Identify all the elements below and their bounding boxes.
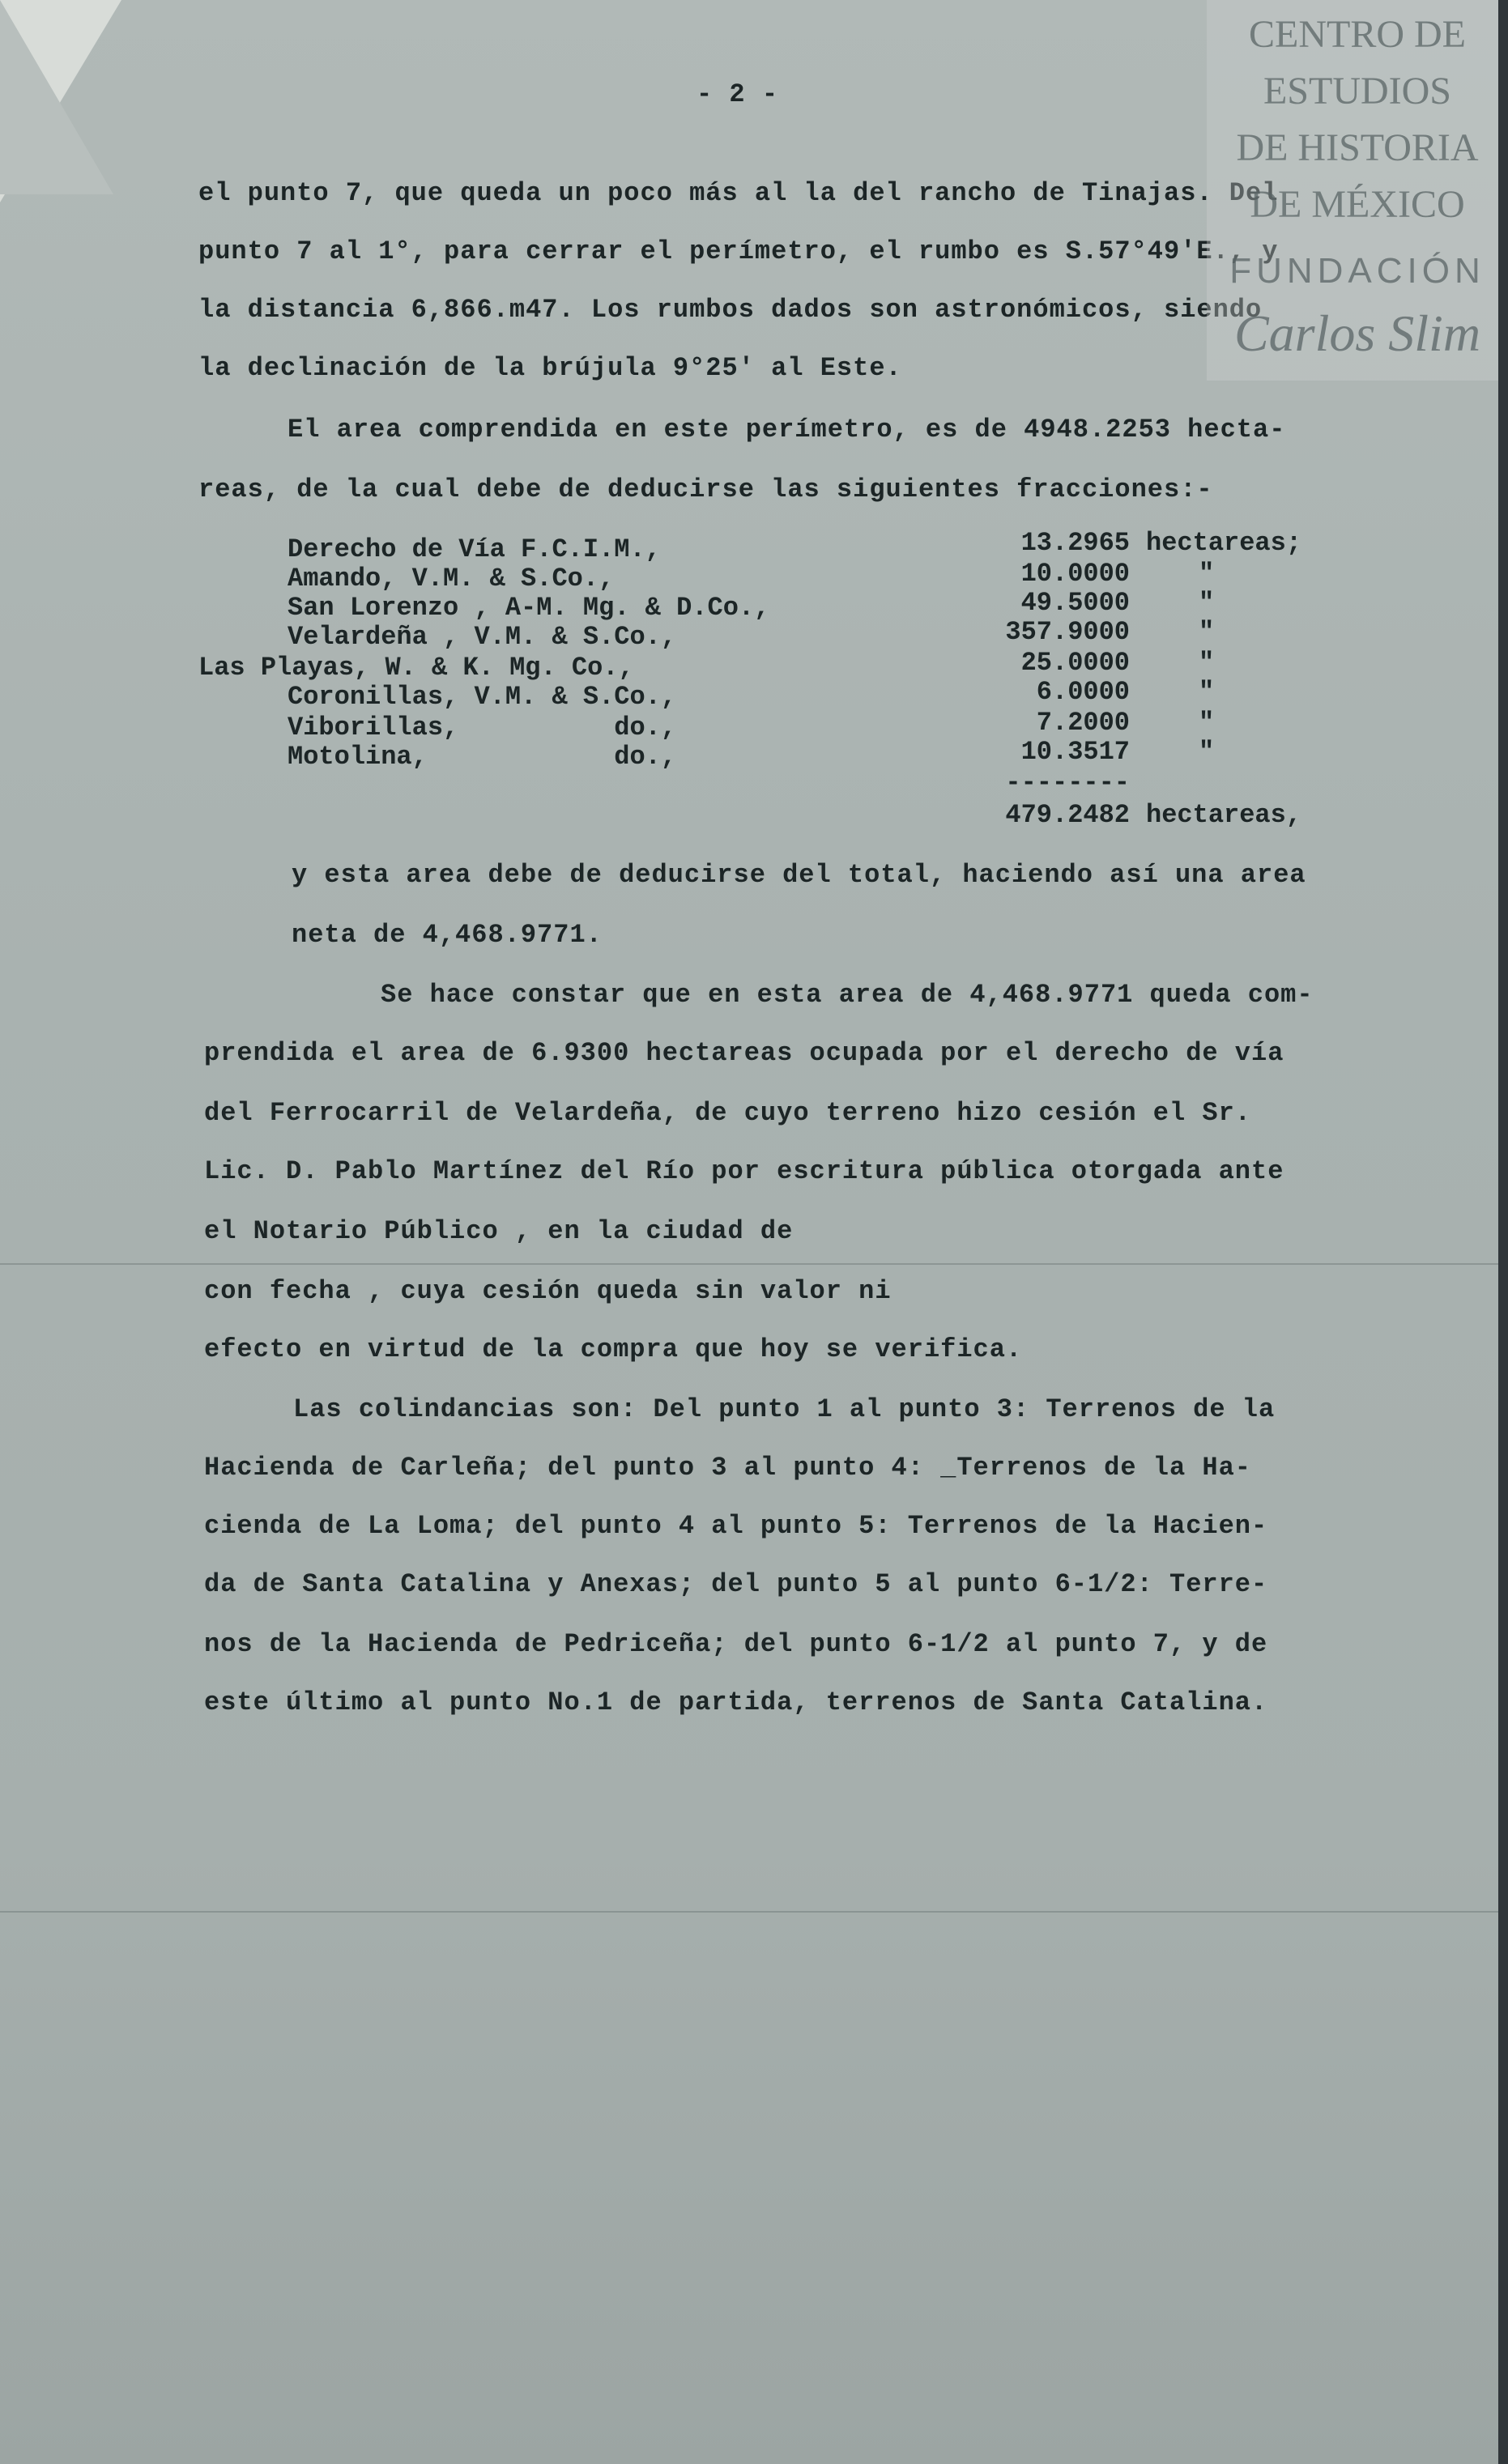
fraction-value: 10.0000 xyxy=(1020,559,1130,589)
fraction-value: 10.3517 xyxy=(1020,737,1130,767)
total-separator: -------- xyxy=(1005,768,1130,798)
archive-watermark xyxy=(1207,0,1508,381)
text-line: prendida el area de 6.9300 hectareas ocupada por el derecho de vía xyxy=(204,1038,1284,1068)
fraction-unit: " xyxy=(1199,708,1215,738)
fraction-name: San Lorenzo , A-M. Mg. & D.Co., xyxy=(288,593,770,623)
text-line: punto 7 al 1°, para cerrar el perímetro, el rumbo es S.57°49'E., y xyxy=(198,236,1279,266)
text-line: Se hace constar que en esta area de 4,468.9771 queda com- xyxy=(381,980,1314,1010)
fraction-name: Amando, V.M. & S.Co., xyxy=(288,564,615,594)
fraction-unit: " xyxy=(1199,617,1215,647)
text-line: efecto en virtud de la compra que hoy se verifica. xyxy=(204,1334,1023,1364)
fraction-value: 7.2000 xyxy=(1036,708,1130,738)
text-line: Lic. D. Pablo Martínez del Río por escritura pública otorgada ante xyxy=(204,1156,1284,1186)
text-line: con fecha , cuya cesión queda sin valor ni xyxy=(204,1276,892,1306)
fraction-unit: " xyxy=(1199,559,1215,589)
fraction-name: Motolina, do., xyxy=(288,742,677,772)
text-line: el Notario Público , en la ciudad de xyxy=(204,1216,794,1246)
fraction-name: Velardeña , V.M. & S.Co., xyxy=(288,622,677,652)
watermark-line: DE MÉXICO xyxy=(1250,183,1465,226)
text-line: cienda de La Loma; del punto 4 al punto 5: Terrenos de la Hacien- xyxy=(204,1511,1268,1541)
fraction-value: 25.0000 xyxy=(1020,648,1130,678)
fraction-unit: hectareas; xyxy=(1146,528,1302,558)
watermark-line: CENTRO DE xyxy=(1249,13,1466,56)
text-line: del Ferrocarril de Velardeña, de cuyo terreno hizo cesión el Sr. xyxy=(204,1098,1251,1128)
fraction-unit: " xyxy=(1199,737,1215,767)
fraction-value: 13.2965 xyxy=(1020,528,1130,558)
page-edge xyxy=(1498,0,1508,2464)
text-line: El area comprendida en este perímetro, es de 4948.2253 hecta- xyxy=(288,415,1286,445)
text-line: da de Santa Catalina y Anexas; del punto 5 al punto 6-1/2: Terre- xyxy=(204,1569,1268,1599)
fraction-unit: " xyxy=(1199,648,1215,678)
fraction-value: 49.5000 xyxy=(1020,588,1130,618)
fraction-value: 357.9000 xyxy=(1005,617,1130,647)
fraction-name: Derecho de Vía F.C.I.M., xyxy=(288,534,661,564)
text-line: Las colindancias son: Del punto 1 al punto 3: Terrenos de la xyxy=(293,1394,1276,1424)
text-line: reas, de la cual debe de deducirse las siguientes fracciones:- xyxy=(198,475,1213,504)
fraction-unit: " xyxy=(1199,677,1215,707)
total-value: 479.2482 xyxy=(1005,800,1130,830)
text-line: neta de 4,468.9771. xyxy=(292,920,603,950)
fraction-unit: " xyxy=(1199,588,1215,618)
fraction-name: Coronillas, V.M. & S.Co., xyxy=(288,682,677,712)
fraction-name: Las Playas, W. & K. Mg. Co., xyxy=(198,653,634,683)
fraction-value: 6.0000 xyxy=(1036,677,1130,707)
text-line: nos de la Hacienda de Pedriceña; del punto 6-1/2 al punto 7, y de xyxy=(204,1629,1268,1659)
text-line: la distancia 6,866.m47. Los rumbos dados son astronómicos, siendo xyxy=(198,295,1263,325)
text-line: el punto 7, que queda un poco más al la del rancho de Tinajas. Del xyxy=(198,178,1279,208)
folded-corner-shadow xyxy=(0,0,113,194)
text-line: y esta area debe de deducirse del total, haciendo así una area xyxy=(292,860,1306,890)
text-line: la declinación de la brújula 9°25' al Este. xyxy=(198,353,902,383)
page-number: - 2 - xyxy=(696,79,779,109)
watermark-signature: Carlos Slim xyxy=(1233,304,1481,362)
text-line: Hacienda de Carleña; del punto 3 al punto 4: _Terrenos de la Ha- xyxy=(204,1453,1251,1483)
total-unit: hectareas, xyxy=(1146,800,1302,830)
text-line: este último al punto No.1 de partida, terrenos de Santa Catalina. xyxy=(204,1687,1268,1717)
fold-line xyxy=(0,1911,1498,1913)
watermark-line: ESTUDIOS xyxy=(1263,70,1451,113)
fraction-name: Viborillas, do., xyxy=(288,713,677,743)
watermark-foundation: FUNDACIÓN xyxy=(1229,251,1485,291)
watermark-line: DE HISTORIA xyxy=(1236,126,1479,169)
fold-line xyxy=(0,1263,1498,1265)
